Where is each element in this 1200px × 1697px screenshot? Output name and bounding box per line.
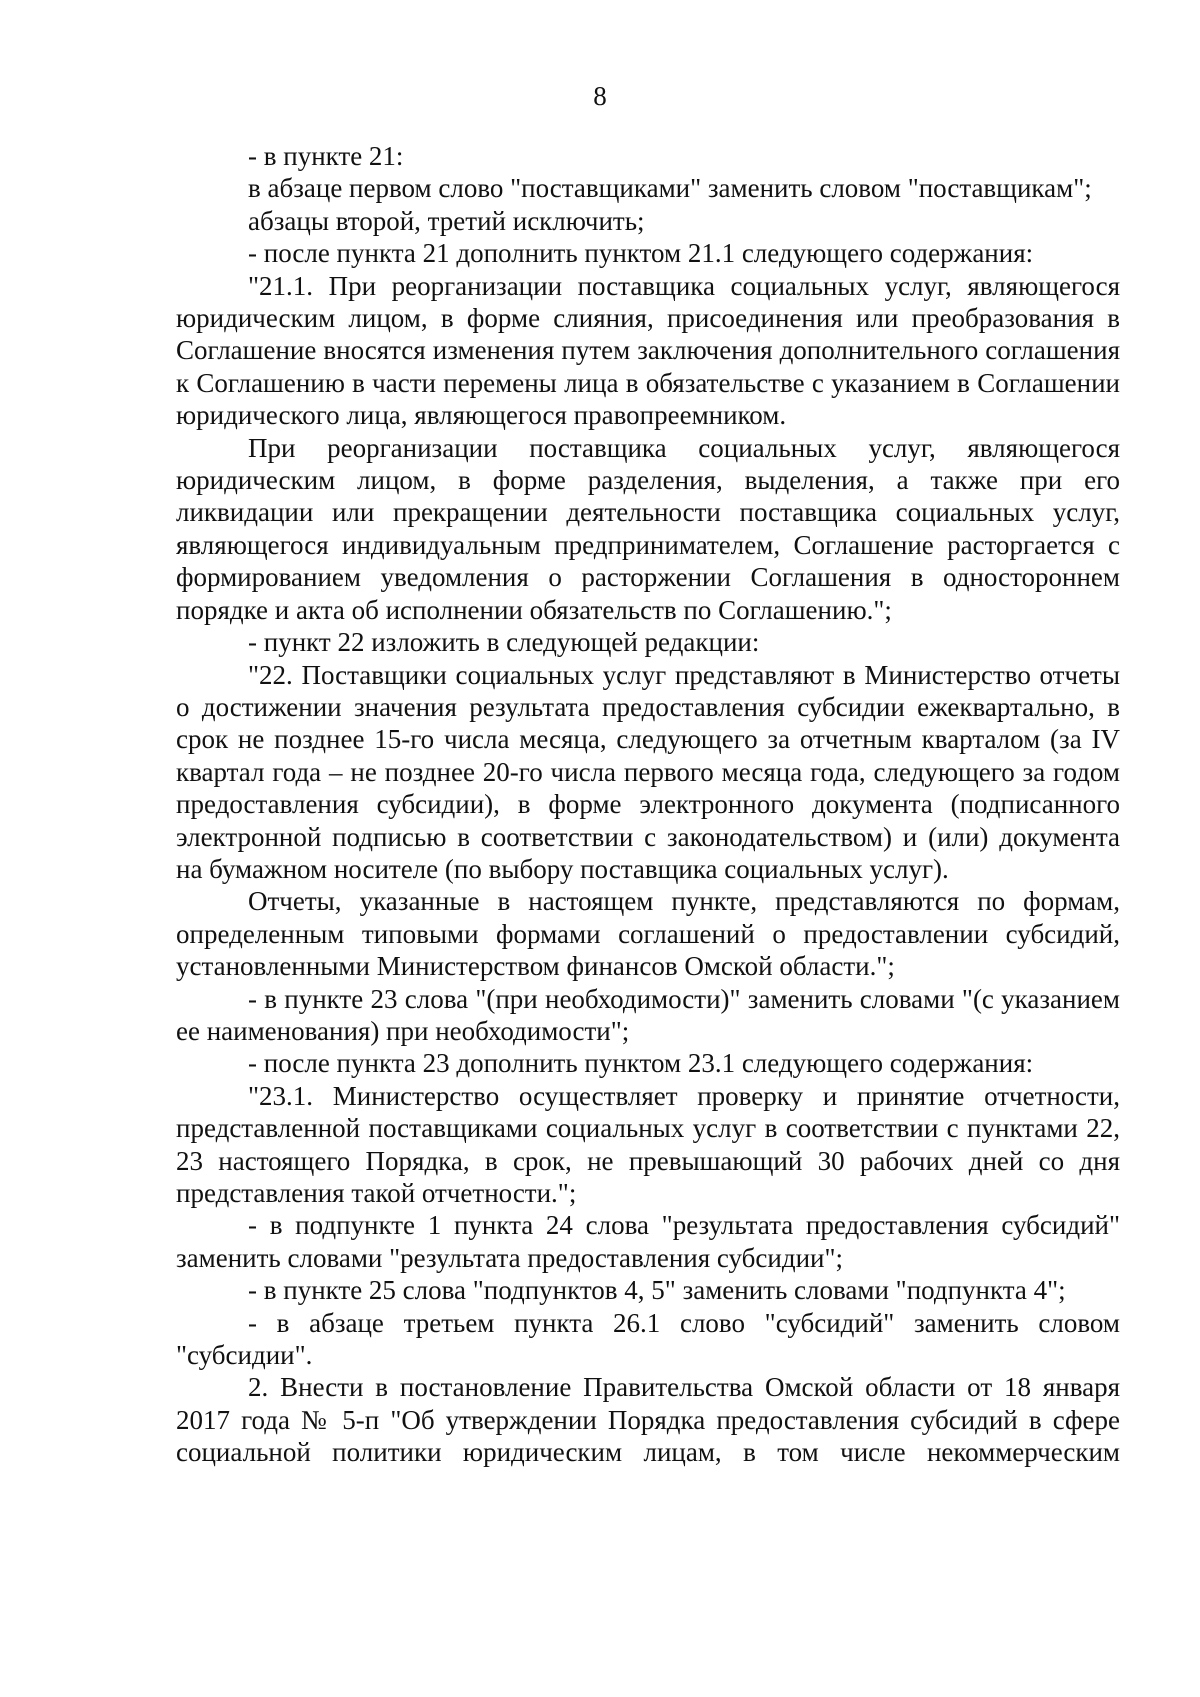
paragraph: в абзаце первом слово "поставщиками" заменить словом "поставщикам"; bbox=[248, 173, 1092, 204]
paragraph: - в пункте 23 слова "(при необходимости)" заменить словами "(с указанием ее наименования) при необходимости"; bbox=[176, 983, 1120, 1046]
paragraph: - в пункте 25 слова "подпунктов 4, 5" заменить словами "подпункта 4"; bbox=[248, 1275, 1066, 1306]
document-body bbox=[176, 140, 1120, 1469]
paragraph: "21.1. При реорганизации поставщика социальных услуг, являющегося юридическим лицом, в форме слияния, присоединения или преобразования в Соглашение вносятся изменения путем заключения дополнительного соглашения к Соглашению в части перемены лица в обязательстве с указанием в Соглашении юридического лица, являющегося правопреемником. bbox=[176, 270, 1120, 431]
page-number: 8 bbox=[593, 81, 607, 111]
paragraph: - в подпункте 1 пункта 24 слова "результата предоставления субсидий" заменить словами "результата предоставления субсидии"; bbox=[176, 1210, 1120, 1273]
paragraph: При реорганизации поставщика социальных услуг, являющегося юридическим лицом, в форме разделения, выделения, а также при его ликвидации или прекращении деятельности поставщика социальных услуг, являющегося индивидуальным предпринимателем, Соглашение расторгается с формированием уведомления о расторжении Соглашения в одностороннем порядке и акта об исполнении обязательств по Соглашению."; bbox=[176, 432, 1120, 625]
paragraph: абзацы второй, третий исключить; bbox=[248, 205, 645, 236]
paragraph: "23.1. Министерство осуществляет проверку и принятие отчетности, представленной поставщиками социальных услуг в соответствии с пунктами 22, 23 настоящего Порядка, в срок, не превышающий 30 рабочих дней со дня представления такой отчетности."; bbox=[176, 1080, 1120, 1208]
paragraph: - пункт 22 изложить в следующей редакции: bbox=[248, 627, 760, 658]
paragraph: - после пункта 21 дополнить пунктом 21.1 следующего содержания: bbox=[248, 238, 1034, 269]
paragraph: Отчеты, указанные в настоящем пункте, представляются по формам, определенным типовыми формами соглашений о предоставлении субсидий, установленными Министерством финансов Омской области."; bbox=[176, 886, 1120, 982]
paragraph: 2. Внести в постановление Правительства Омской области от 18 января 2017 года № 5-п "Об утверждении Порядка предоставления субсидий в сфере социальной политики юридическим лицам, в том числе некоммерческим bbox=[176, 1372, 1120, 1468]
paragraph: - после пункта 23 дополнить пунктом 23.1 следующего содержания: bbox=[248, 1048, 1034, 1079]
paragraph: - в абзаце третьем пункта 26.1 слово "субсидий" заменить словом "субсидии". bbox=[176, 1307, 1120, 1371]
paragraph: - в пункте 21: bbox=[248, 141, 404, 171]
paragraph: "22. Поставщики социальных услуг представляют в Министерство отчеты о достижении значения результата предоставления субсидии ежеквартально, в срок не позднее 15-го числа месяца, следующего за отчетным кварталом (за IV квартал года – не позднее 20-го числа первого месяца года, следующего за годом предоставления субсидии), в форме электронного документа (подписанного электронной подписью в соответствии с законодательством) и (или) документа на бумажном носителе (по выбору поставщика социальных услуг). bbox=[176, 659, 1120, 884]
